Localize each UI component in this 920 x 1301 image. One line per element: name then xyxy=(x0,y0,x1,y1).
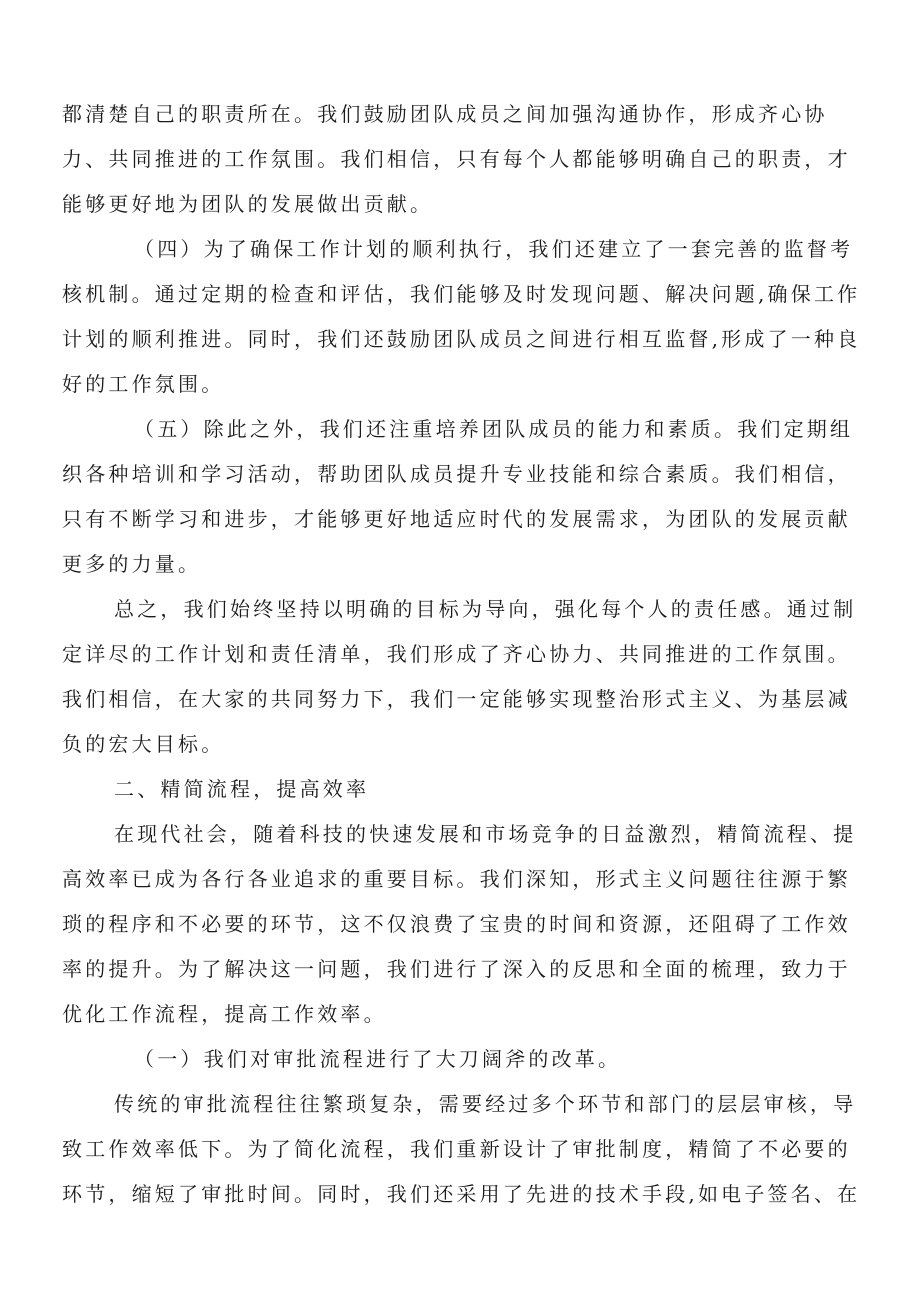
paragraph-item-4 xyxy=(62,227,862,407)
text-line: 环节，缩短了审批时间。同时，我们还采用了先进的技术手段,如电子签名、在 xyxy=(62,1182,861,1206)
paragraph-item-5 xyxy=(62,407,862,587)
text-line: 都清楚自己的职责所在。我们鼓励团队成员之间加强沟通协作，形成齐心协 xyxy=(62,102,828,126)
text-line: 核机制。通过定期的检查和评估，我们能够及时发现问题、解决问题,确保工作 xyxy=(62,282,861,306)
text-line: 率的提升。为了解决这一问题，我们进行了深入的反思和全面的梳理，致力于 xyxy=(62,957,851,981)
paragraph-summary xyxy=(62,587,862,767)
text-line: 总之，我们始终坚持以明确的目标为导向，强化每个人的责任感。通过制 xyxy=(114,597,857,621)
paragraph-approval-process xyxy=(62,1082,862,1217)
text-line: 只有不断学习和进步，才能够更好地适应时代的发展需求，为团队的发展贡献 xyxy=(62,507,851,531)
text-line: （四）为了确保工作计划的顺利执行，我们还建立了一套完善的监督考 xyxy=(134,237,854,261)
text-line: 在现代社会，随着科技的快速发展和市场竞争的日益激烈，精简流程、提 xyxy=(114,822,857,846)
text-line: 计划的顺利推进。同时，我们还鼓励团队成员之间进行相互监督,形成了一种良 xyxy=(62,327,861,351)
paragraph-item-1 xyxy=(62,1037,862,1082)
text-line: 致工作效率低下。为了简化流程，我们重新设计了审批制度，精简了不必要的 xyxy=(62,1137,851,1161)
text-line: （一）我们对审批流程进行了大刀阔斧的改革。 xyxy=(134,1047,622,1071)
document-body xyxy=(62,92,862,1217)
text-line: 负的宏大目标。 xyxy=(62,732,225,756)
text-line: 琐的程序和不必要的环节，这不仅浪费了宝贵的时间和资源，还阻碍了工作效 xyxy=(62,912,851,936)
text-line: （五）除此之外，我们还注重培养团队成员的能力和素质。我们定期组 xyxy=(134,417,854,441)
text-line: 能够更好地为团队的发展做出贡献。 xyxy=(62,192,434,216)
text-line: 定详尽的工作计划和责任清单，我们形成了齐心协力、共同推进的工作氛围。 xyxy=(62,642,851,666)
text-line: 织各种培训和学习活动，帮助团队成员提升专业技能和综合素质。我们相信， xyxy=(62,462,851,486)
paragraph-efficiency-intro xyxy=(62,812,862,1037)
text-line: 传统的审批流程往往繁琐复杂，需要经过多个环节和部门的层层审核，导 xyxy=(114,1092,857,1116)
text-line: 好的工作氛围。 xyxy=(62,372,225,396)
section-heading-2 xyxy=(62,767,862,812)
text-line: 力、共同推进的工作氛围。我们相信，只有每个人都能够明确自己的职责，才 xyxy=(62,147,851,171)
paragraph-duties-continued xyxy=(62,92,862,227)
text-line: 优化工作流程，提高工作效率。 xyxy=(62,1002,387,1026)
text-line: 高效率已成为各行各业追求的重要目标。我们深知，形式主义问题往往源于繁 xyxy=(62,867,851,891)
section-heading: 二、精简流程，提高效率 xyxy=(114,777,370,801)
text-line: 更多的力量。 xyxy=(62,552,202,576)
text-line: 我们相信，在大家的共同努力下，我们一定能够实现整治形式主义、为基层减 xyxy=(62,687,851,711)
